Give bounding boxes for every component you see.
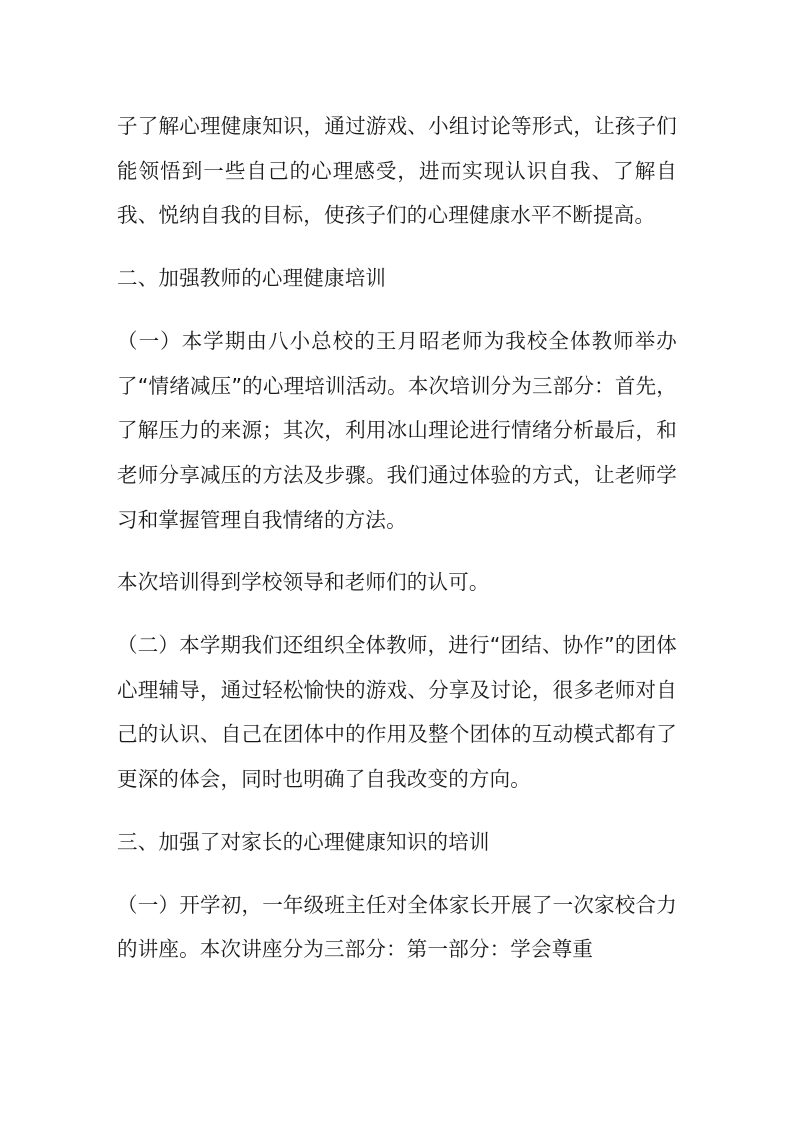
section-heading-teacher-training: 二、加强教师的心理健康培训 [117, 266, 387, 291]
paragraph-intro-continuation: 子了解心理健康知识，通过游戏、小组讨论等形式，让孩子们能领悟到一些自己的心理感受，进而实现认识自我、了解自我、悦纳自我的目标，使孩子们的心理健康水平不断提高。 [117, 114, 677, 228]
section-heading-parent-training: 三、加强了对家长的心理健康知识的培训 [117, 829, 490, 854]
paragraph-parent-training-1: （一）开学初，一年级班主任对全体家长开展了一次家校合力的讲座。本次讲座分为三部分：第一部分：学会尊重 [117, 892, 677, 962]
paragraph-teacher-training-2: （二）本学期我们还组织全体教师，进行“团结、协作”的团体心理辅导，通过轻松愉快的游戏、分享及讨论，很多老师对自己的认识、自己在团体中的作用及整个团体的互动模式都有了更深的体会，同时也明确了自我改变的方向。 [117, 633, 677, 792]
document-body [117, 104, 677, 990]
paragraph-training-recognition: 本次培训得到学校领导和老师们的认可。 [117, 570, 490, 595]
paragraph-teacher-training-1: （一）本学期由八小总校的王月昭老师为我校全体教师举办了“情绪减压”的心理培训活动。本次培训分为三部分：首先，了解压力的来源；其次，利用冰山理论进行情绪分析最后，和老师分享减压的方法及步骤。我们通过体验的方式，让老师学习和掌握管理自我情绪的方法。 [117, 328, 677, 532]
